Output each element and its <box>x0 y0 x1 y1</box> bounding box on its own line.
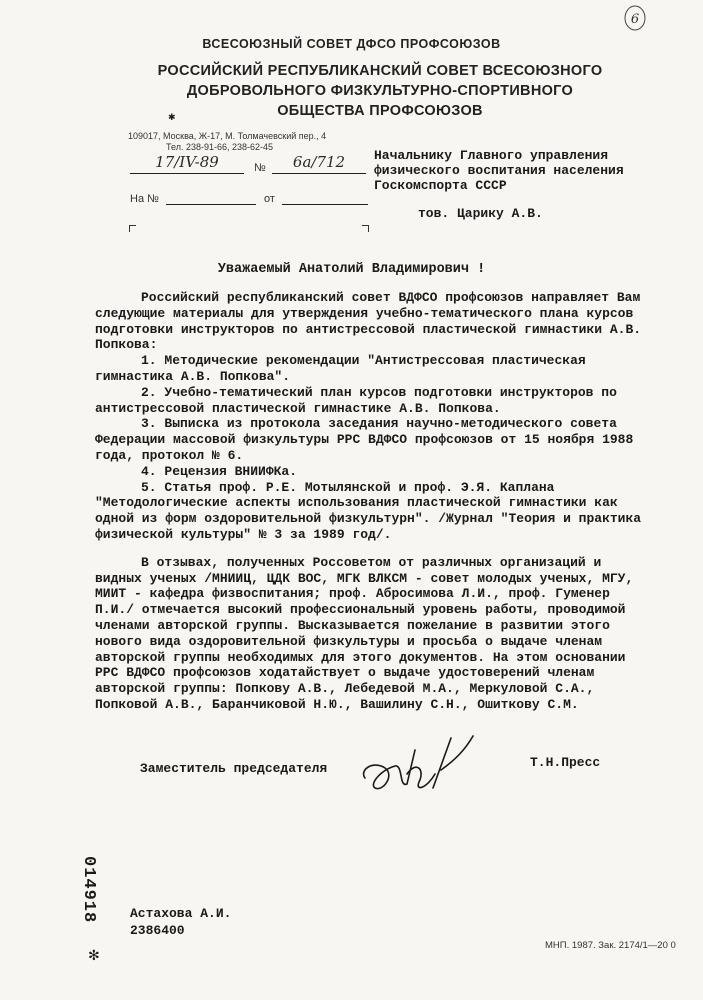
recipient-line3: Госкомспорта СССР <box>374 178 507 193</box>
reg-no-label: № <box>254 162 266 174</box>
list-item: 4. Рецензия ВНИИФКа. <box>141 463 298 479</box>
executor-name: Астахова А.И. <box>130 906 232 921</box>
handwritten-signature <box>355 730 495 815</box>
org-header-line2: ДОБРОВОЛЬНОГО ФИЗКУЛЬТУРНО-СПОРТИВНОГО <box>186 83 574 99</box>
ref-date-line <box>282 204 368 205</box>
list-item: 3. Выписка из протокола заседания научно-методического совета Федерации массовой физкультуры РРС ВДФСО профсоюзов от 15 ноября 1988 года, протокол № 6. <box>95 416 634 463</box>
ref-label: На № <box>130 193 159 205</box>
org-header-main <box>120 61 640 121</box>
signatory-role: Заместитель председателя <box>140 761 328 776</box>
corner-mark-right <box>362 225 369 232</box>
print-footer: МНП. 1987. Зак. 2174/1—20 0 <box>545 940 676 951</box>
reg-number: 6а/712 <box>272 153 366 174</box>
org-header-line3: ОБЩЕСТВА ПРОФСОЮЗОВ <box>277 103 483 119</box>
recipient-name: тов. Царику А.В. <box>418 206 543 221</box>
list-item: 2. Учебно-тематический план курсов подготовки инструкторов по антистрессовой пластической гимнастике А.В. Попкова. <box>95 384 617 416</box>
ref-from-label: от <box>264 193 275 205</box>
executor-phone: 2386400 <box>130 923 185 938</box>
list-item: 1. Методические рекомендации "Антистрессовая пластическая гимнастика А.В. Попкова". <box>95 353 586 384</box>
phone-line: Тел. 238-91-66, 238-62-45 <box>166 142 274 152</box>
corner-mark-left <box>129 225 136 232</box>
recipient-line1: Начальнику Главного управления <box>374 148 609 163</box>
ref-number-line <box>166 204 256 205</box>
body-paragraph: В отзывах, полученных Россоветом от различных организаций и видных ученых /МНИИЦ, ЦДК ВОС, МГК ВЛКСМ - совет молодых ученых, МГУ, МИИТ - кафедра физвоспитания; проф. Абросимова Л.И., проф. Гуменер П.И./ отмечается высокий профессиональный уровень работы, проводимой членами авторской группы. Высказывается пожелание в развитии этого нового вида оздоровительной физкультуры и просьба о выдаче членам авторской группы необходимых для этого документов. На этом основании РРС ВДФСО профсоюзов ходатайствует о выдаче удостоверений членам авторской группы: Попкову А.В., Лебедевой М.А., Меркуловой С.А., Попковой А.В., Баранчиковой Н.Ю., Вашилину С.Н., Ошиткову С.М. <box>95 554 634 712</box>
recipient-block <box>374 148 624 193</box>
page-number-mark <box>623 4 647 32</box>
org-header-line1: РОССИЙСКИЙ РЕСПУБЛИКАНСКИЙ СОВЕТ ВСЕСОЮЗНОГО <box>157 63 603 79</box>
executor-block <box>130 905 231 939</box>
org-address <box>128 131 326 153</box>
flower-mark: ✻ <box>88 948 100 964</box>
reg-date: 17/IV-89 <box>130 153 244 174</box>
greeting: Уважаемый Анатолий Владимирович ! <box>217 262 486 277</box>
list-item: 5. Статья проф. Р.Е. Мотылянской и проф. Э.Я. Каплана "Методологические аспекты использования пластической гимнастики как одной из форм оздоровительной физкультурн". /Журнал "Теория и практика физической культуры" № 3 за 1989 год/. <box>95 479 642 542</box>
recipient-line2: физического воспитания населения <box>374 163 624 178</box>
org-header-top: ВСЕСОЮЗНЫЙ СОВЕТ ДФСО ПРОФСОЮЗОВ <box>202 37 501 51</box>
address-line: 109017, Москва, Ж-17, М. Толмачевский пер., 4 <box>128 131 327 141</box>
side-registration-number: 014918 <box>79 856 98 924</box>
body-paragraph: Российский республиканский совет ВДФСО профсоюзов направляет Вам следующие материалы для утверждения учебно-тематического плана курсов подготовки инструкторов по антистрессовой пластической гимнастики А.В. Попкова: <box>95 290 642 353</box>
letter-body <box>95 290 655 713</box>
svg-text:6: 6 <box>630 12 640 27</box>
asterisk-mark: ✱ <box>168 113 176 123</box>
signatory-name: Т.Н.Пресс <box>530 755 601 770</box>
